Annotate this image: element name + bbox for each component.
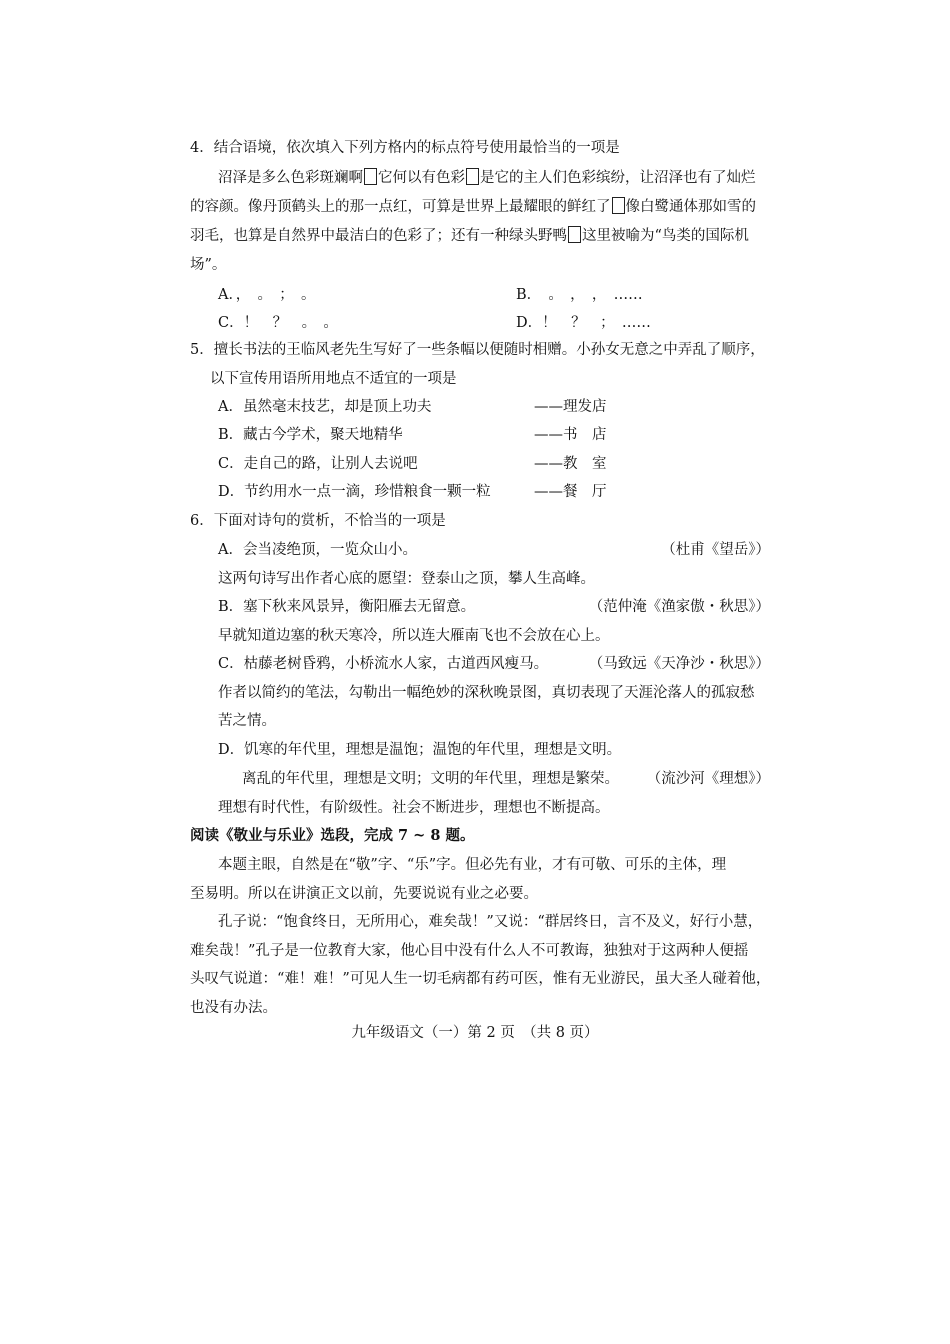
passage-text: 的容颜。像丹顶鹤头上的那一点红，可算是世界上最耀眼的鲜红了 [190, 199, 611, 215]
q6-option-a-note: 这两句诗写出作者心底的愿望：登泰山之顶，攀人生高峰。 [218, 571, 595, 587]
q4-passage-line-2 [190, 197, 756, 217]
q6-stem: 6．下面对诗句的赏析，不恰当的一项是 [190, 513, 446, 529]
q4-option-a: A．， 。 ； 。 [218, 287, 316, 303]
passage-text: 像白鹭通体那如雪的 [625, 199, 756, 215]
reading-para-2-line-1: 孔子说：“饱食终日，无所用心，难矣哉！”又说：“群居终日，言不及义，好行小慧， [218, 914, 763, 930]
q6-option-b-note: 早就知道边塞的秋天寒冷，所以连大雁南飞也不会放在心上。 [218, 628, 610, 644]
passage-text: 这里被喻为“鸟类的国际机 [582, 228, 749, 244]
reading-para-2-line-4: 也没有办法。 [190, 1000, 277, 1016]
q4-stem: 4．结合语境，依次填入下列方格内的标点符号使用最恰当的一项是 [190, 140, 620, 156]
reading-para-1-line-2: 至易明。所以在讲演正文以前，先要说说有业之必要。 [190, 886, 538, 902]
q6-option-c-source: （马致远《天净沙・秋思》） [588, 656, 770, 672]
q5-option-a-place: ——理发店 [534, 399, 607, 415]
q6-option-d-poem-2: 离乱的年代里，理想是文明；文明的年代里，理想是繁荣。 [242, 771, 619, 787]
q5-option-d-place: ——餐 厅 [534, 484, 607, 500]
q6-option-b-source: （范仲淹《渔家傲・秋思》） [588, 599, 770, 615]
passage-text: 它何以有色彩 [378, 170, 465, 186]
reading-para-2-line-2: 难矣哉！”孔子是一位教育大家，他心目中没有什么人不可教诲，独独对于这两种人便摇 [190, 943, 749, 959]
passage-text: 场”。 [190, 257, 227, 273]
q4-option-d: D．！ ？ ； …… [516, 315, 651, 331]
q4-passage-line-1 [218, 168, 756, 188]
q5-option-a: A．虽然毫末技艺，却是顶上功夫 [218, 399, 432, 415]
q5-option-c: C．走自己的路，让别人去说吧 [218, 456, 418, 472]
passage-text: 是它的主人们色彩缤纷，让沼泽也有了灿烂 [480, 170, 756, 186]
q6-option-c-note-1: 作者以简约的笔法，勾勒出一幅绝妙的深秋晚景图，真切表现了天涯沦落人的孤寂愁 [218, 685, 755, 701]
q5-stem-line-1: 5．擅长书法的王临风老先生写好了一些条幅以便随时相赠。小孙女无意之中弄乱了顺序， [190, 342, 765, 358]
reading-para-1-line-1: 本题主眼，自然是在“敬”字、“乐”字。但必先有业，才有可敬、可乐的主体，理 [218, 857, 727, 873]
q6-option-c-poem: C．枯藤老树昏鸦，小桥流水人家，古道西风瘦马。 [218, 656, 549, 672]
q4-option-b: B． 。 ， ， …… [516, 287, 643, 303]
q6-option-d-poem-1: D．饥寒的年代里，理想是温饱；温饱的年代里，理想是文明。 [218, 742, 622, 758]
blank-box-3 [612, 197, 625, 214]
q5-option-c-place: ——教 室 [534, 456, 607, 472]
reading-heading: 阅读《敬业与乐业》选段，完成 7 ~ 8 题。 [190, 827, 475, 844]
reading-para-2-line-3: 头叹气说道：“难！难！”可见人生一切毛病都有药可医，惟有无业游民，虽大圣人碰着他， [190, 971, 771, 987]
q5-option-b-place: ——书 店 [534, 427, 607, 443]
blank-box-2 [466, 168, 479, 185]
passage-text: 羽毛，也算是自然界中最洁白的色彩了；还有一种绿头野鸭 [190, 228, 567, 244]
page-footer: 九年级语文（一）第 2 页 （共 8 页） [351, 1025, 599, 1041]
q6-option-d-source: （流沙河《理想》） [646, 771, 770, 787]
q4-option-c: C．！ ？ 。 。 [218, 315, 338, 331]
q5-option-b: B．藏古今学术，聚天地精华 [218, 427, 403, 443]
q6-option-c-note-2: 苦之情。 [218, 713, 276, 729]
q4-passage-line-3 [190, 226, 749, 246]
q6-option-d-note: 理想有时代性，有阶级性。社会不断进步，理想也不断提高。 [218, 800, 610, 816]
blank-box-4 [568, 226, 581, 243]
q6-option-a-source: （杜甫《望岳》） [661, 542, 770, 558]
q4-passage-line-4 [190, 255, 226, 275]
q6-option-b-poem: B．塞下秋来风景异，衡阳雁去无留意。 [218, 599, 476, 615]
passage-text: 沼泽是多么色彩斑斓啊 [218, 170, 363, 186]
q6-option-a-poem: A．会当凌绝顶，一览众山小。 [218, 542, 417, 558]
blank-box-1 [364, 168, 377, 185]
q5-stem-line-2: 以下宣传用语所用地点不适宜的一项是 [210, 371, 457, 387]
q5-option-d: D．节约用水一点一滴，珍惜粮食一颗一粒 [218, 484, 491, 500]
